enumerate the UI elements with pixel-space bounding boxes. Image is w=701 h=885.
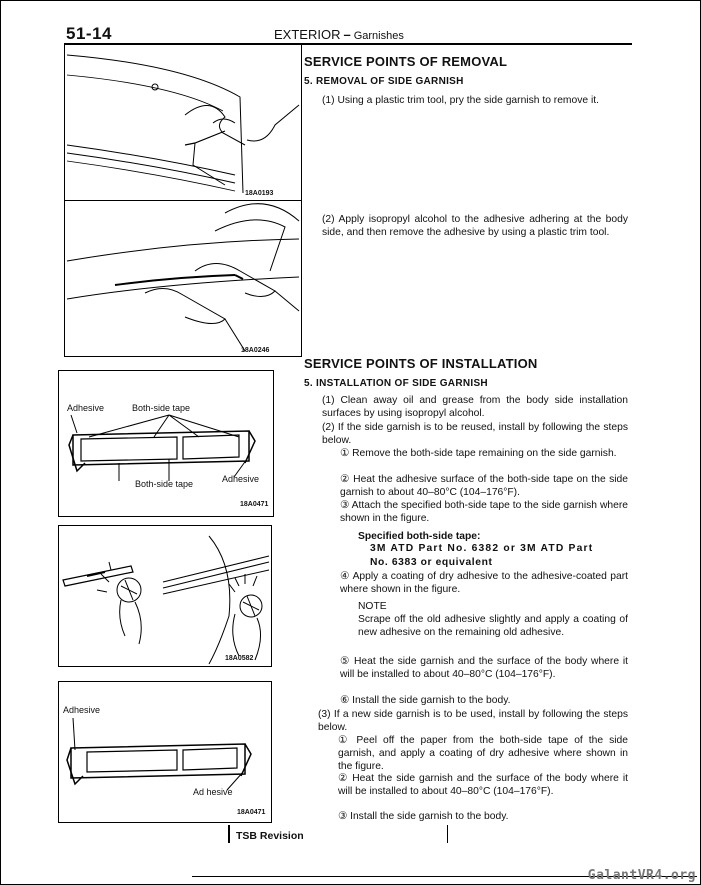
spec-line-1: 3M ATD Part No. 6382 or 3M ATD Part — [370, 543, 594, 554]
garnish-tape-diagram — [59, 371, 273, 516]
figure-remove-adhesive — [64, 200, 302, 357]
label-adhesive-2: Adhesive — [222, 474, 260, 484]
installation-step-2: (2) If the side garnish is to be reused, install by following the steps below. — [322, 422, 628, 446]
installation-step-2e: ⑤ Heat the side garnish and the surface of the body where it will be installed to about 40–80°C (104–176°F). — [340, 656, 628, 680]
installation-title: SERVICE POINTS OF INSTALLATION — [304, 356, 538, 371]
figure-code: 18A0246 — [241, 347, 270, 354]
section-title — [274, 27, 404, 42]
installation-step-3: (3) If a new side garnish is to be used, install by following the steps below. — [318, 709, 628, 733]
label-both-side-tape-2: Both-side tape — [135, 479, 194, 489]
installation-step-2c: ③ Attach the specified both-side tape to the side garnish where shown in the figure. — [340, 500, 628, 524]
figure-code: 18A0471 — [240, 501, 269, 508]
installation-step-3b: ② Heat the side garnish and the surface of the body where it will be installed to about 40–80°C (104–176°F). — [338, 773, 628, 797]
installation-step-3c: ③ Install the side garnish to the body. — [338, 811, 509, 822]
label-both-side-tape: Both-side tape — [132, 403, 191, 413]
removal-title: SERVICE POINTS OF REMOVAL — [304, 54, 508, 69]
figure-code: 18A0193 — [245, 190, 274, 197]
installation-step-2d: ④ Apply a coating of dry adhesive to the adhesive-coated part where shown in the figure. — [340, 571, 628, 595]
figure-adhesive-locations — [58, 681, 272, 823]
page-number: 51-14 — [66, 24, 112, 43]
spec-line-2: No. 6383 or equivalent — [370, 557, 493, 568]
removal-heading: 5. REMOVAL OF SIDE GARNISH — [304, 76, 464, 87]
installation-step-1: (1) Clean away oil and grease from the body side installation surfaces by using isopropyl alcohol. — [322, 395, 628, 419]
label-adhesive: Adhesive — [63, 705, 101, 715]
label-adhesive-2: Ad hesive — [193, 787, 233, 797]
installation-step-3a: ① Peel off the paper from the both-side tape of the side garnish, and apply a coating of dry adhesive where shown in the figure. — [338, 735, 628, 772]
subsection-name: Garnishes — [353, 30, 404, 42]
figure-pry-garnish — [64, 44, 302, 202]
watermark: GalantVR4.org — [587, 868, 696, 883]
removal-step-1: (1) Using a plastic trim tool, pry the side garnish to remove it. — [322, 95, 599, 106]
installation-step-2a: ① Remove the both-side tape remaining on the side garnish. — [340, 448, 617, 459]
installation-heading: 5. INSTALLATION OF SIDE GARNISH — [304, 378, 488, 389]
section-dash: – — [343, 27, 351, 42]
tsb-revision-box — [228, 825, 448, 843]
note-label: NOTE — [358, 601, 387, 612]
pry-garnish-illustration — [65, 45, 301, 201]
garnish-adhesive-diagram — [59, 682, 271, 822]
installation-step-2f: ⑥ Install the side garnish to the body. — [340, 695, 511, 706]
label-adhesive: Adhesive — [67, 403, 105, 413]
installation-step-2b: ② Heat the adhesive surface of the both-side tape on the side garnish to about 40–80°C (104–176°F). — [340, 474, 628, 498]
note-text: Scrape off the old adhesive slightly and apply a coating of new adhesive on the remaining old adhesive. — [358, 614, 628, 638]
figure-heat-garnish — [58, 525, 272, 667]
remove-adhesive-illustration — [65, 201, 301, 356]
figure-tape-locations — [58, 370, 274, 517]
section-name: EXTERIOR — [274, 27, 341, 42]
spec-label: Specified both-side tape: — [358, 531, 481, 542]
heat-garnish-illustration — [59, 526, 271, 666]
figure-code: 18A0582 — [225, 655, 254, 662]
removal-step-2: (2) Apply isopropyl alcohol to the adhesive adhering at the body side, and then remove the adhesive by using a plastic trim tool. — [322, 214, 628, 238]
figure-code: 18A0471 — [237, 809, 266, 816]
tsb-revision-label: TSB Revision — [236, 830, 304, 842]
